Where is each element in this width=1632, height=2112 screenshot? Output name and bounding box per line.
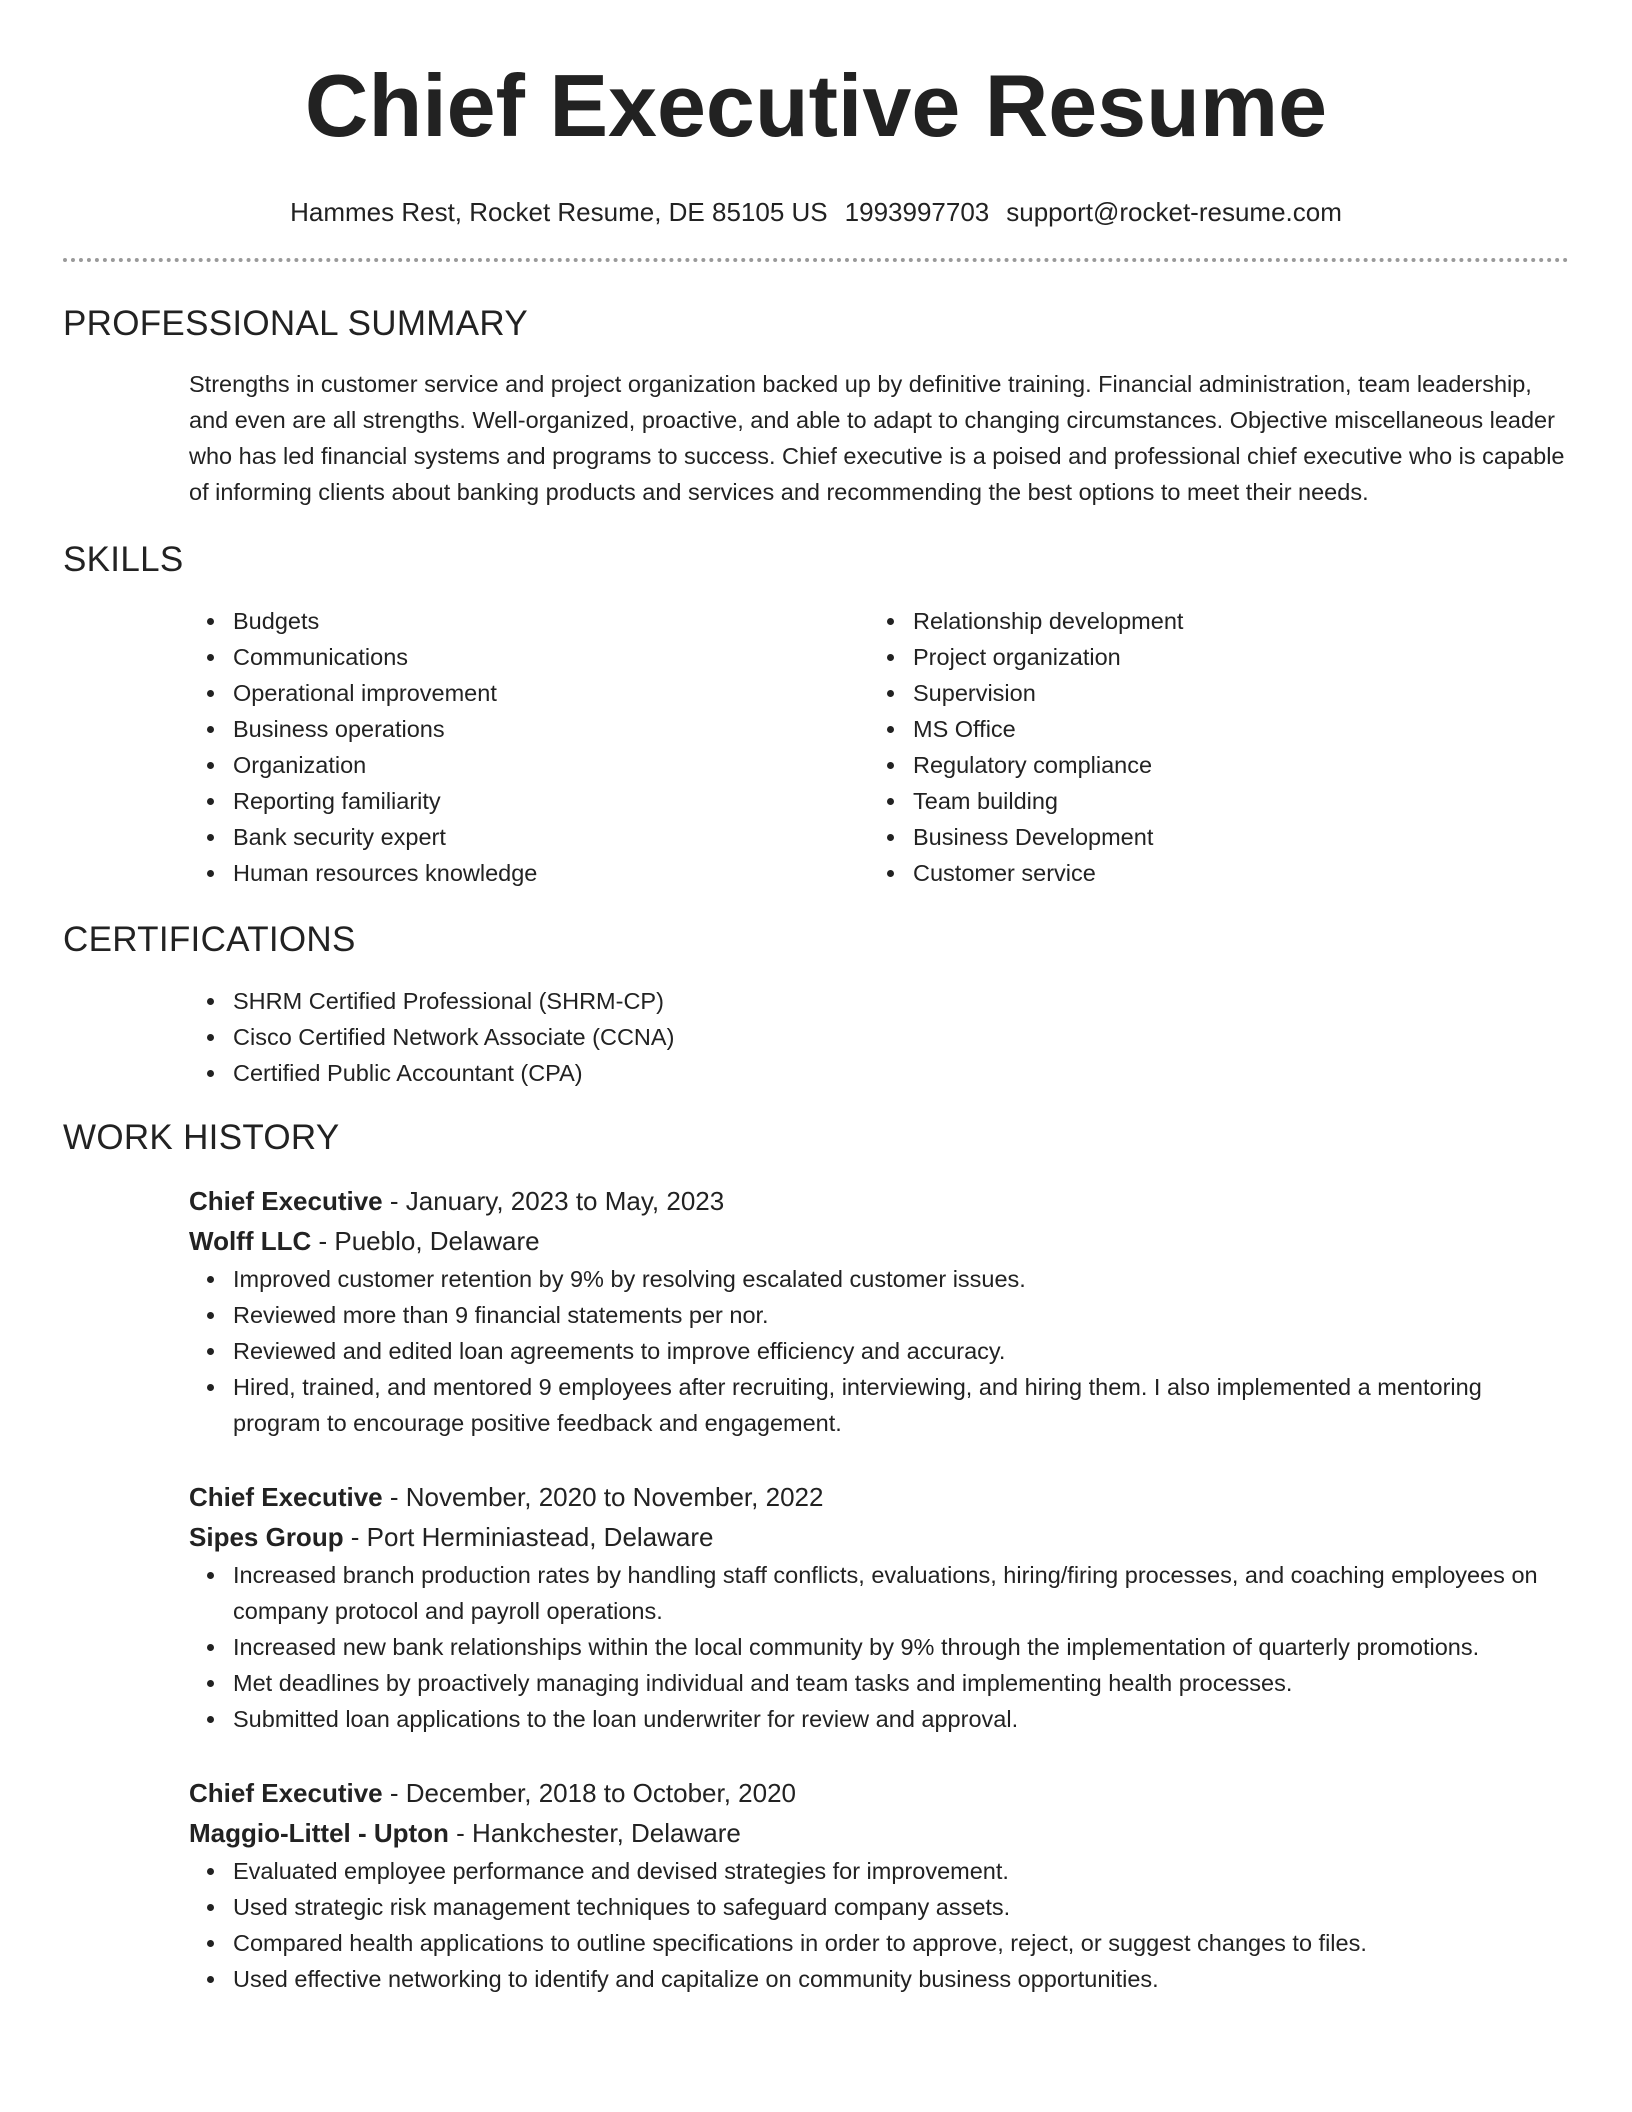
skills-list-right	[869, 603, 1549, 891]
job-title-line	[189, 1477, 1569, 1517]
job-company: Maggio-Littel - Upton	[189, 1818, 449, 1848]
skills-column-right	[869, 603, 1549, 891]
job-company-line	[189, 1813, 1569, 1853]
job-entry	[189, 1773, 1569, 1997]
header-divider	[63, 258, 1569, 262]
job-bullet: Met deadlines by proactively managing individual and team tasks and implementing health processes.	[233, 1665, 1569, 1701]
job-bullet: Increased branch production rates by handling staff conflicts, evaluations, hiring/firing processes, and coaching employees on company protocol and payroll operations.	[233, 1557, 1569, 1629]
skill-item: Supervision	[913, 675, 1549, 711]
certifications-list-wrapper	[189, 983, 1569, 1091]
skills-grid	[189, 603, 1569, 891]
skill-item: Regulatory compliance	[913, 747, 1549, 783]
job-location: - Pueblo, Delaware	[311, 1226, 540, 1256]
certifications-list	[189, 983, 1569, 1091]
resume-title: Chief Executive Resume	[304, 56, 1328, 155]
certification-item: Certified Public Accountant (CPA)	[233, 1055, 1569, 1091]
job-location: - Hankchester, Delaware	[448, 1818, 741, 1848]
job-bullet: Used effective networking to identify and capitalize on community business opportunities.	[233, 1961, 1569, 1997]
job-bullets	[189, 1261, 1569, 1441]
contact-line	[63, 196, 1569, 228]
job-entry	[189, 1181, 1569, 1441]
job-bullet: Used strategic risk management techniques to safeguard company assets.	[233, 1889, 1569, 1925]
skill-item: Business operations	[233, 711, 869, 747]
job-title: Chief Executive	[189, 1186, 383, 1216]
certification-item: SHRM Certified Professional (SHRM-CP)	[233, 983, 1569, 1019]
skill-item: Communications	[233, 639, 869, 675]
job-bullet: Hired, trained, and mentored 9 employees after recruiting, interviewing, and hiring them. I also implemented a mentoring program to encourage positive feedback and engagement.	[233, 1369, 1569, 1441]
skill-item: MS Office	[913, 711, 1549, 747]
job-location: - Port Herminiastead, Delaware	[343, 1522, 714, 1552]
job-dates: - January, 2023 to May, 2023	[382, 1186, 725, 1216]
job-entry	[189, 1477, 1569, 1737]
section-heading-work-history: WORK HISTORY	[63, 1118, 340, 1157]
job-dates: - December, 2018 to October, 2020	[382, 1778, 796, 1808]
job-dates: - November, 2020 to November, 2022	[382, 1482, 824, 1512]
job-title-line	[189, 1773, 1569, 1813]
job-title: Chief Executive	[189, 1482, 383, 1512]
job-bullet: Increased new bank relationships within the local community by 9% through the implementation of quarterly promotions.	[233, 1629, 1569, 1665]
job-company-line	[189, 1517, 1569, 1557]
skill-item: Operational improvement	[233, 675, 869, 711]
skills-list-left	[189, 603, 869, 891]
skill-item: Project organization	[913, 639, 1549, 675]
job-company: Sipes Group	[189, 1522, 344, 1552]
job-bullet: Evaluated employee performance and devised strategies for improvement.	[233, 1853, 1569, 1889]
job-bullet: Improved customer retention by 9% by resolving escalated customer issues.	[233, 1261, 1569, 1297]
job-bullet: Reviewed more than 9 financial statements per nor.	[233, 1297, 1569, 1333]
section-heading-certifications: CERTIFICATIONS	[63, 920, 356, 959]
job-title-line	[189, 1181, 1569, 1221]
job-title: Chief Executive	[189, 1778, 383, 1808]
contact-address: Hammes Rest, Rocket Resume, DE 85105 US	[290, 197, 828, 227]
job-bullets	[189, 1557, 1569, 1737]
skill-item: Organization	[233, 747, 869, 783]
summary-text: Strengths in customer service and project organization backed up by definitive training. Financial administration, team leadership, and even are all strengths. Well-organized, proactive, and able to adapt to changing circumstances. Objective miscellaneous leader who has led financial systems and programs to success. Chief executive is a poised and professional chief executive who is capable of informing clients about banking products and services and recommending the best options to meet their needs.	[189, 371, 1565, 505]
section-heading-skills: SKILLS	[63, 540, 184, 579]
skill-item: Team building	[913, 783, 1549, 819]
job-bullet: Submitted loan applications to the loan underwriter for review and approval.	[233, 1701, 1569, 1737]
job-company: Wolff LLC	[189, 1226, 312, 1256]
skills-column-left	[189, 603, 869, 891]
skill-item: Bank security expert	[233, 819, 869, 855]
skill-item: Relationship development	[913, 603, 1549, 639]
section-heading-summary: PROFESSIONAL SUMMARY	[63, 304, 528, 343]
skill-item: Customer service	[913, 855, 1549, 891]
contact-phone: 1993997703	[844, 197, 990, 227]
job-bullets	[189, 1853, 1569, 1997]
job-bullet: Reviewed and edited loan agreements to improve efficiency and accuracy.	[233, 1333, 1569, 1369]
job-company-line	[189, 1221, 1569, 1261]
skill-item: Budgets	[233, 603, 869, 639]
job-bullet: Compared health applications to outline specifications in order to approve, reject, or suggest changes to files.	[233, 1925, 1569, 1961]
certification-item: Cisco Certified Network Associate (CCNA)	[233, 1019, 1569, 1055]
contact-email: support@rocket-resume.com	[1006, 197, 1342, 227]
skill-item: Business Development	[913, 819, 1549, 855]
skill-item: Human resources knowledge	[233, 855, 869, 891]
skill-item: Reporting familiarity	[233, 783, 869, 819]
